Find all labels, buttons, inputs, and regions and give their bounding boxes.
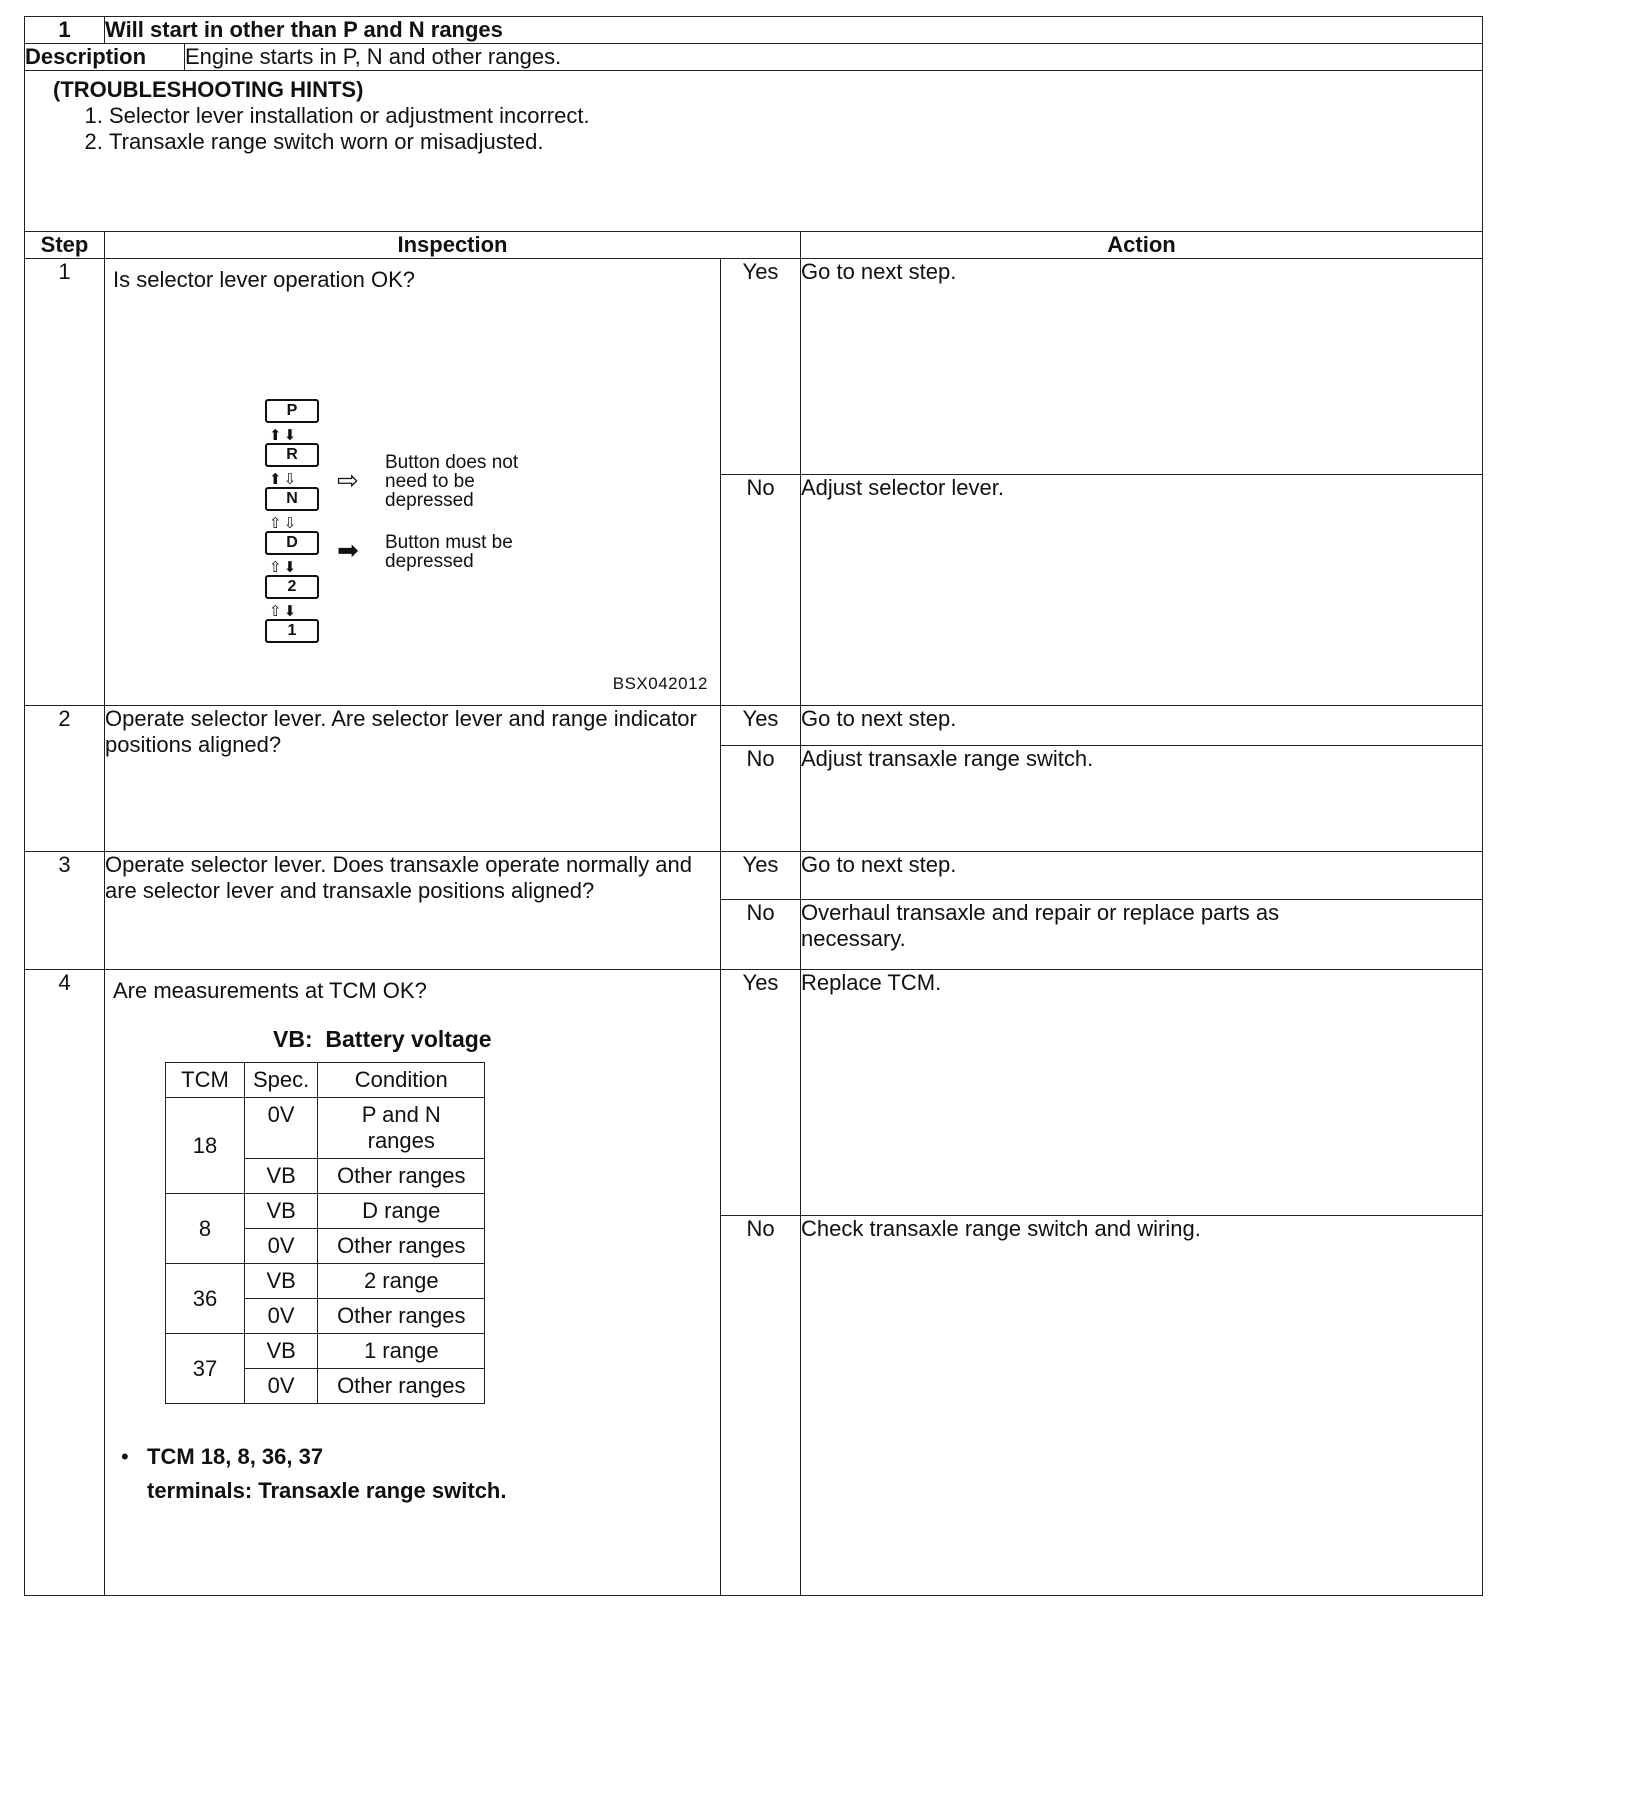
gear-r: R: [265, 443, 319, 467]
spec-row: [166, 1334, 485, 1369]
step-2-inspection: Operate selector lever. Are selector lever and range indicator positions aligned?: [105, 706, 721, 852]
step-number: 4: [25, 970, 105, 1596]
figure-code: BSX042012: [612, 674, 708, 693]
no-action: Overhaul transaxle and repair or replace parts as necessary.: [801, 900, 1483, 970]
hint-item: 1. Selector lever installation or adjustment incorrect.: [109, 103, 1454, 129]
description-label: Description: [25, 44, 185, 71]
spec-condition: Other ranges: [318, 1369, 485, 1404]
hints-list: [53, 103, 1454, 155]
spec-value: 0V: [245, 1369, 318, 1404]
step-1-inspection: [105, 259, 720, 705]
no-label: No: [721, 746, 801, 852]
col-inspection: Inspection: [105, 232, 801, 259]
spec-condition: P and N ranges: [318, 1098, 485, 1159]
column-header-row: [25, 232, 1483, 259]
step-1-yes-row: [25, 259, 1483, 475]
spec-value: VB: [245, 1334, 318, 1369]
spec-condition: D range: [318, 1194, 485, 1229]
arrow-hollow-up-down: ⇧⇩: [269, 515, 299, 532]
yes-action: Go to next step.: [801, 706, 1483, 746]
description-text: Engine starts in P, N and other ranges.: [185, 44, 1483, 71]
spec-condition: Other ranges: [318, 1159, 485, 1194]
spec-row: [166, 1264, 485, 1299]
step-2-yes-row: [25, 706, 1483, 746]
troubleshooting-table: [24, 16, 1483, 1596]
spec-condition: Other ranges: [318, 1299, 485, 1334]
tcm-terminal: 37: [166, 1334, 245, 1404]
vb-definition: [273, 1026, 712, 1052]
solid-arrow-icon: ➡: [337, 535, 359, 565]
vb-meaning: Battery voltage: [325, 1026, 492, 1052]
hints-row: [25, 71, 1483, 232]
no-label: No: [721, 475, 801, 706]
no-action: Adjust transaxle range switch.: [801, 746, 1483, 852]
legend-solid-text: Button must be depressed: [385, 532, 513, 572]
no-action: Adjust selector lever.: [801, 475, 1483, 706]
yes-label: Yes: [721, 852, 801, 900]
tcm-terminal: 18: [166, 1098, 245, 1194]
tcm-spec-table: [165, 1062, 485, 1404]
arrow-solid-up-hollow-down: ⬆⇩: [269, 471, 299, 488]
troubleshooting-hints: [25, 71, 1482, 231]
spec-condition: 1 range: [318, 1334, 485, 1369]
vb-symbol: VB:: [273, 1026, 313, 1052]
step-number: 3: [25, 852, 105, 970]
step-3-inspection: Operate selector lever. Does transaxle operate normally and are selector lever and transaxle positions aligned?: [105, 852, 721, 970]
yes-label: Yes: [721, 706, 801, 746]
note-line-2: terminals: Transaxle range switch.: [147, 1478, 507, 1503]
yes-action: Go to next step.: [801, 852, 1483, 900]
spec-row: [166, 1098, 485, 1159]
terminal-note: [121, 1440, 712, 1508]
col-step: Step: [25, 232, 105, 259]
yes-label: Yes: [721, 970, 801, 1216]
spec-header: Spec.: [245, 1063, 318, 1098]
note-line-1: TCM 18, 8, 36, 37: [147, 1444, 324, 1469]
step-4-yes-row: [25, 970, 1483, 1216]
spec-value: 0V: [245, 1229, 318, 1264]
arrow-hollow-up-solid-down: ⇧⬇: [269, 559, 299, 576]
spec-value: 0V: [245, 1299, 318, 1334]
hints-title: (TROUBLESHOOTING HINTS): [53, 77, 364, 102]
yes-action: Replace TCM.: [801, 970, 1483, 1216]
legend-hollow-text: Button does not need to be depressed: [385, 452, 519, 511]
yes-action: Go to next step.: [801, 259, 1483, 475]
spec-condition: Other ranges: [318, 1229, 485, 1264]
gear-p: P: [265, 399, 319, 423]
tcm-terminal: 36: [166, 1264, 245, 1334]
spec-header: TCM: [166, 1063, 245, 1098]
step-3-yes-row: [25, 852, 1483, 900]
spec-condition: 2 range: [318, 1264, 485, 1299]
spec-value: 0V: [245, 1098, 318, 1159]
troubleshooting-sheet: [24, 16, 1482, 1596]
gear-2: 2: [265, 575, 319, 599]
spec-value: VB: [245, 1159, 318, 1194]
gear-1: 1: [265, 619, 319, 643]
arrow-solid-up-down: ⬆⬇: [269, 427, 299, 444]
hollow-arrow-icon: ⇨: [337, 465, 359, 495]
step-number: 1: [25, 259, 105, 706]
yes-label: Yes: [721, 259, 801, 475]
no-label: No: [721, 900, 801, 970]
description-row: [25, 44, 1483, 71]
issue-number: 1: [25, 17, 105, 44]
no-label: No: [721, 1216, 801, 1596]
gear-n: N: [265, 487, 319, 511]
inspection-text: Is selector lever operation OK?: [113, 267, 416, 292]
issue-title: Will start in other than P and N ranges: [105, 17, 1483, 44]
spec-value: VB: [245, 1194, 318, 1229]
hint-item: 2. Transaxle range switch worn or misadjusted.: [109, 129, 1454, 155]
gear-d: D: [265, 531, 319, 555]
arrow-hollow-up-solid-down: ⇧⬇: [269, 603, 299, 620]
step-4-inspection: [105, 970, 720, 1582]
spec-value: VB: [245, 1264, 318, 1299]
inspection-text: Are measurements at TCM OK?: [113, 978, 427, 1003]
tcm-terminal: 8: [166, 1194, 245, 1264]
step-number: 2: [25, 706, 105, 852]
spec-row: [166, 1194, 485, 1229]
title-row: [25, 17, 1483, 44]
col-action: Action: [801, 232, 1483, 259]
selector-lever-diagram: [265, 399, 685, 659]
spec-header-row: [166, 1063, 485, 1098]
bullet-icon: •: [121, 1444, 129, 1469]
no-action: Check transaxle range switch and wiring.: [801, 1216, 1483, 1596]
spec-header: Condition: [318, 1063, 485, 1098]
